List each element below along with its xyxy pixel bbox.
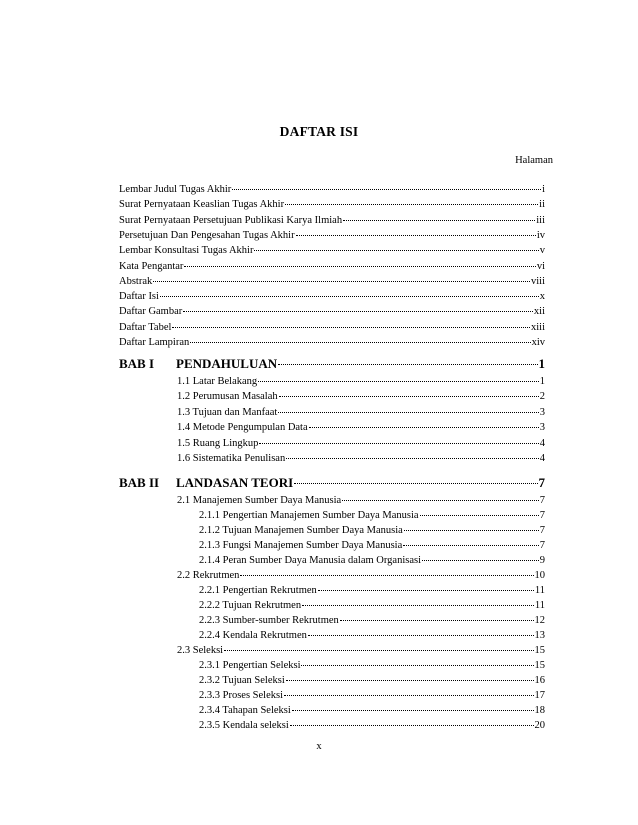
toc-row [177, 390, 545, 404]
toc-entry-label: 2.3.1 Pengertian Seleksi [199, 660, 301, 671]
dot-leader [278, 412, 538, 413]
dot-leader [420, 515, 539, 516]
toc-entry-label: 1.1 Latar Belakang [177, 376, 258, 387]
toc-entry-page: 15 [534, 660, 545, 671]
chapter-number: BAB II [119, 475, 160, 490]
toc-entry-page: xiv [531, 337, 545, 348]
toc-entry-page: 11 [534, 585, 545, 596]
dot-leader [279, 396, 539, 397]
toc-entry-label: 2.1.3 Fungsi Manajemen Sumber Daya Manusia [199, 540, 403, 551]
toc-entry-page: 3 [539, 406, 545, 418]
dot-leader [404, 530, 539, 531]
dot-leader [296, 235, 536, 236]
dot-leader [403, 545, 538, 546]
toc-entry-page: 7 [539, 510, 545, 521]
toc-row [177, 569, 545, 583]
toc-entry-label: Daftar Isi [119, 291, 159, 303]
toc-row [199, 509, 545, 523]
toc-entry-page: ii [539, 199, 545, 211]
toc-entry-page: 18 [534, 705, 545, 716]
toc-entry-label: 1.6 Sistematika Penulisan [177, 453, 286, 464]
toc-row [199, 524, 545, 538]
toc-entry-label: 2.2.3 Sumber-sumber Rekrutmen [199, 615, 339, 626]
toc-entry-page: 11 [534, 600, 545, 611]
toc-entry-page: x [539, 291, 545, 303]
toc-entry-page: 7 [539, 495, 545, 506]
toc-row [199, 689, 545, 703]
toc-entry-label: Daftar Tabel [119, 321, 172, 333]
toc-row [199, 659, 545, 673]
toc-row [177, 494, 545, 508]
toc-row [119, 321, 545, 335]
dot-leader [292, 710, 534, 711]
toc-entry-page: 1 [538, 356, 545, 371]
toc-entry-label [119, 355, 277, 373]
dot-leader [160, 296, 539, 297]
toc-entry-label: Daftar Gambar [119, 306, 183, 318]
dot-leader [342, 500, 539, 501]
toc-entry-label: 2.2.4 Kendala Rekrutmen [199, 630, 307, 641]
toc-entry-page: xii [533, 306, 545, 318]
dot-leader [294, 483, 537, 484]
chapter-title: PENDAHULUAN [176, 356, 278, 371]
dot-leader [422, 560, 539, 561]
toc-row [199, 614, 545, 628]
chapter-heading [119, 474, 545, 492]
toc-entry-label: 2.2 Rekrutmen [177, 570, 240, 581]
dot-leader [309, 427, 539, 428]
toc-entry-label: Persetujuan Dan Pengesahan Tugas Akhir [119, 229, 295, 241]
toc-entry-label: Surat Pernyataan Persetujuan Publikasi Karya Ilmiah [119, 214, 343, 226]
toc-row [119, 229, 545, 243]
toc-entry-page: i [542, 184, 545, 195]
toc-entry-label: Kata Pengantar [119, 260, 184, 272]
toc-row [199, 629, 545, 643]
toc-row [119, 198, 545, 212]
toc-row [199, 554, 545, 568]
halaman-label: Halaman [515, 155, 553, 166]
toc-entry-page: 3 [539, 422, 545, 434]
toc-entry-page: 4 [539, 437, 545, 449]
dot-leader [301, 665, 533, 666]
toc-row [177, 452, 545, 466]
dot-leader [308, 635, 534, 636]
toc-row [119, 260, 545, 274]
toc-row [119, 305, 545, 319]
toc-entry-label: Lembar Konsultasi Tugas Akhir [119, 245, 254, 257]
toc-row [119, 290, 545, 304]
toc-entry-label: 1.5 Ruang Lingkup [177, 437, 259, 449]
toc-entry-label: 1.2 Perumusan Masalah [177, 391, 278, 403]
toc-entry-page: 15 [534, 645, 545, 656]
toc-row [119, 183, 545, 197]
toc-entry-page: 16 [534, 675, 545, 686]
toc-entry-page: 10 [534, 570, 545, 581]
toc-entry-label: 2.1.1 Pengertian Manajemen Sumber Daya Manusia [199, 510, 419, 521]
toc-entry-label: 2.3.5 Kendala seleksi [199, 720, 289, 731]
toc-entry-page: 17 [534, 690, 545, 701]
toc-entry-page: 7 [538, 475, 545, 490]
toc-row [199, 719, 545, 733]
dot-leader [290, 725, 534, 726]
toc-entry-page: 4 [539, 453, 545, 464]
toc-entry-label: 2.1.2 Tujuan Manajemen Sumber Daya Manusia [199, 525, 403, 536]
dot-leader [254, 250, 538, 251]
toc-entry-page: vi [536, 260, 545, 272]
dot-leader [240, 575, 533, 576]
toc-entry-label: 2.3 Seleksi [177, 645, 224, 656]
toc-entry-page: 13 [534, 630, 545, 641]
chapter-heading [119, 355, 545, 373]
toc-entry-page: 20 [534, 720, 545, 731]
toc-entry-page: viii [530, 275, 545, 287]
toc-entry-page: 12 [534, 615, 545, 626]
toc-entry-label [119, 474, 293, 492]
dot-leader [258, 381, 539, 382]
toc-row [199, 599, 545, 613]
toc-entry-label: Daftar Lampiran [119, 337, 190, 348]
toc-entry-page: 1 [539, 376, 545, 387]
dot-leader [284, 695, 534, 696]
toc-row [177, 375, 545, 389]
dot-leader [286, 458, 539, 459]
page-title: DAFTAR ISI [279, 124, 359, 139]
dot-leader [285, 204, 538, 205]
dot-leader [340, 620, 534, 621]
toc-row [177, 421, 545, 435]
toc-entry-label: 2.3.4 Tahapan Seleksi [199, 705, 291, 716]
toc-entry-label: Lembar Judul Tugas Akhir [119, 184, 232, 195]
toc-entry-label: 1.3 Tujuan dan Manfaat [177, 406, 278, 418]
toc-entry-page: v [539, 245, 545, 257]
toc-entry-page: 2 [539, 391, 545, 403]
dot-leader [153, 281, 530, 282]
toc-entry-label: 1.4 Metode Pengumpulan Data [177, 422, 308, 434]
toc-row [199, 704, 545, 718]
toc-entry-page: iv [536, 229, 545, 241]
toc-entry-label: Abstrak [119, 275, 153, 287]
toc-entry-label: 2.3.2 Tujuan Seleksi [199, 675, 285, 686]
dot-leader [232, 189, 541, 190]
dot-leader [343, 220, 535, 221]
toc-entry-page: 7 [539, 540, 545, 551]
toc-row [177, 644, 545, 658]
page-number: x [316, 741, 322, 752]
dot-leader [259, 443, 538, 444]
toc-entry-page: 7 [539, 525, 545, 536]
toc-row [199, 584, 545, 598]
dot-leader [318, 590, 534, 591]
toc-row [177, 437, 545, 451]
dot-leader [184, 266, 535, 267]
toc-row [199, 674, 545, 688]
toc-entry-label: 2.1.4 Peran Sumber Daya Manusia dalam Organisasi [199, 555, 422, 566]
dot-leader [302, 605, 534, 606]
dot-leader [172, 327, 530, 328]
toc-entry-page: xiii [530, 321, 545, 333]
toc-entry-label: 2.1 Manajemen Sumber Daya Manusia [177, 495, 342, 506]
toc-row [119, 214, 545, 228]
toc-row [119, 336, 545, 350]
toc-entry-label: Surat Pernyataan Keaslian Tugas Akhir [119, 199, 285, 211]
toc-row [119, 275, 545, 289]
dot-leader [286, 680, 534, 681]
toc-entry-page: iii [536, 214, 545, 226]
chapter-number: BAB I [119, 356, 155, 371]
dot-leader [278, 364, 537, 365]
toc-entry-label: 2.2.1 Pengertian Rekrutmen [199, 585, 317, 596]
toc-entry-page: 9 [539, 555, 545, 566]
toc-entry-label: 2.3.3 Proses Seleksi [199, 690, 283, 701]
dot-leader [183, 311, 533, 312]
dot-leader [224, 650, 533, 651]
toc-row [199, 539, 545, 553]
toc-entry-label: 2.2.2 Tujuan Rekrutmen [199, 600, 302, 611]
chapter-title: LANDASAN TEORI [176, 475, 294, 490]
dot-leader [190, 342, 530, 343]
toc-row [119, 244, 545, 258]
toc-row [177, 406, 545, 420]
